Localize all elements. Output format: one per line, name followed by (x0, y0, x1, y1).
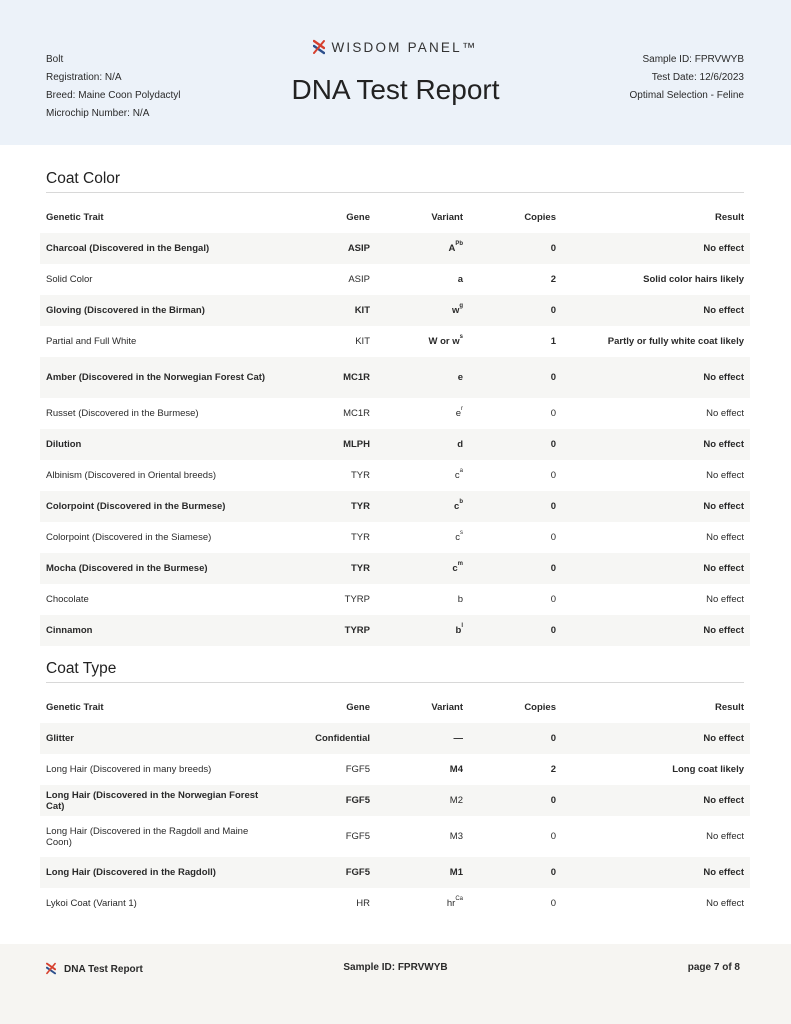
gene-cell: MC1R (274, 357, 376, 398)
copies-cell: 0 (550, 470, 556, 481)
copies-cell: 0 (469, 491, 562, 522)
table-row (40, 615, 750, 646)
variant-cell: $w^g$ (376, 295, 469, 326)
copies-cell: 0 (550, 532, 556, 543)
trait-cell: Colorpoint (Discovered in the Burmese) (40, 491, 274, 522)
coat-color-table (40, 202, 750, 646)
copies-cell: 2 (550, 274, 556, 285)
variant-cell: b (457, 594, 463, 605)
gene-cell: FGF5 (274, 785, 376, 816)
footer-title: DNA Test Report (64, 964, 143, 975)
section-title-coat-color: Coat Color (46, 170, 744, 193)
brand-name: WISDOM PANEL™ (331, 40, 478, 55)
variant-cell: M2 (376, 785, 469, 816)
variant-cell: $b^l$ (376, 615, 469, 646)
gene-cell: FGF5 (345, 831, 370, 842)
pet-name: Bolt (46, 54, 64, 65)
copies-cell: 0 (550, 831, 556, 842)
copies-cell: 0 (469, 553, 562, 584)
gene-cell: TYRP (274, 615, 376, 646)
result-cell: No effect (562, 233, 750, 264)
variant-cell: $A^{Pb}$ (376, 233, 469, 264)
result-cell: No effect (706, 831, 744, 842)
result-cell: No effect (562, 785, 750, 816)
column-header-result: Result (714, 212, 744, 223)
variant-cell: $c^a$ (454, 468, 463, 481)
gene-cell: KIT (355, 336, 370, 347)
result-cell: No effect (706, 532, 744, 543)
sample-id: Sample ID: FPRVWYB (642, 54, 744, 65)
gene-cell: FGF5 (274, 857, 376, 888)
trait-cell: Russet (Discovered in the Burmese) (46, 408, 199, 419)
gene-cell: TYR (274, 491, 376, 522)
trait-cell: Amber (Discovered in the Norwegian Forest Cat) (40, 357, 274, 398)
trait-cell: Dilution (40, 429, 274, 460)
column-header-trait: Genetic Trait (46, 212, 104, 223)
result-cell: Solid color hairs likely (643, 274, 744, 285)
gene-cell: TYR (274, 553, 376, 584)
table-row (40, 357, 750, 398)
gene-cell: FGF5 (345, 764, 370, 775)
trait-cell: Long Hair (Discovered in the Norwegian Forest Cat) (40, 785, 274, 816)
result-cell: No effect (706, 470, 744, 481)
gene-cell: HR (356, 898, 370, 909)
table-row (40, 522, 750, 553)
variant-cell: $hr^{Ca}$ (446, 896, 463, 909)
variant-cell: M4 (449, 764, 463, 775)
result-cell: No effect (562, 553, 750, 584)
trait-cell: Cinnamon (40, 615, 274, 646)
copies-cell: 2 (550, 764, 556, 775)
table-row (40, 723, 750, 754)
wisdom-panel-logo-icon (313, 39, 325, 55)
result-cell: No effect (706, 898, 744, 909)
trait-cell: Chocolate (46, 594, 89, 605)
variant-cell: $c^b$ (376, 491, 469, 522)
variant-cell: $e^r$ (455, 406, 463, 419)
variant-cell: — (376, 723, 469, 754)
trait-cell: Long Hair (Discovered in the Ragdoll and Maine Coon) (46, 825, 249, 848)
table-header-row (40, 692, 750, 723)
report-footer (0, 944, 791, 1024)
table-row (40, 398, 750, 429)
table-row (40, 553, 750, 584)
gene-cell: ASIP (348, 274, 370, 285)
copies-cell: 0 (469, 429, 562, 460)
section-title-coat-type: Coat Type (46, 660, 744, 683)
result-cell: No effect (562, 615, 750, 646)
gene-cell: Confidential (274, 723, 376, 754)
trait-cell: Solid Color (46, 274, 93, 285)
copies-cell: 0 (469, 723, 562, 754)
trait-cell: Long Hair (Discovered in the Ragdoll) (40, 857, 274, 888)
report-header (0, 0, 791, 145)
column-header-variant: Variant (431, 702, 463, 713)
copies-cell: 0 (469, 357, 562, 398)
result-cell: No effect (706, 594, 744, 605)
result-cell: No effect (562, 491, 750, 522)
table-row (40, 233, 750, 264)
gene-cell: TYR (351, 470, 370, 481)
copies-cell: 0 (469, 233, 562, 264)
column-header-gene: Gene (346, 702, 370, 713)
variant-cell: a (457, 274, 463, 285)
trait-cell: Gloving (Discovered in the Birman) (40, 295, 274, 326)
variant-cell: e (376, 357, 469, 398)
copies-cell: 1 (550, 336, 556, 347)
result-cell: No effect (562, 357, 750, 398)
gene-cell: MLPH (274, 429, 376, 460)
trait-cell: Albinism (Discovered in Oriental breeds) (46, 470, 217, 481)
table-row (40, 857, 750, 888)
table-row (40, 754, 750, 785)
page-title: DNA Test Report (291, 74, 500, 105)
copies-cell: 0 (469, 295, 562, 326)
table-row (40, 429, 750, 460)
pet-breed: Breed: Maine Coon Polydactyl (46, 90, 181, 101)
table-header-row (40, 202, 750, 233)
variant-cell: M3 (449, 831, 463, 842)
table-row (40, 326, 750, 357)
copies-cell: 0 (550, 594, 556, 605)
gene-cell: TYR (351, 532, 370, 543)
page-number: page 7 of 8 (687, 962, 740, 973)
result-cell: Partly or fully white coat likely (607, 336, 744, 347)
test-date: Test Date: 12/6/2023 (651, 72, 744, 83)
copies-cell: 0 (550, 898, 556, 909)
column-header-copies: Copies (524, 212, 556, 223)
trait-cell: Mocha (Discovered in the Burmese) (40, 553, 274, 584)
table-row (40, 460, 750, 491)
result-cell: No effect (562, 723, 750, 754)
trait-cell: Charcoal (Discovered in the Bengal) (40, 233, 274, 264)
column-header-variant: Variant (431, 212, 463, 223)
copies-cell: 0 (469, 785, 562, 816)
result-cell: No effect (706, 408, 744, 419)
trait-cell: Colorpoint (Discovered in the Siamese) (46, 532, 212, 543)
table-row (40, 888, 750, 919)
result-cell: No effect (562, 295, 750, 326)
column-header-result: Result (714, 702, 744, 713)
table-row (40, 264, 750, 295)
gene-cell: TYRP (344, 594, 370, 605)
gene-cell: MC1R (343, 408, 370, 419)
pet-microchip: Microchip Number: N/A (46, 108, 150, 119)
copies-cell: 0 (469, 615, 562, 646)
variant-cell: M1 (376, 857, 469, 888)
result-cell: Long coat likely (672, 764, 744, 775)
coat-type-table (40, 692, 750, 919)
trait-cell: Partial and Full White (46, 336, 137, 347)
footer-sample-id: Sample ID: FPRVWYB (343, 962, 448, 973)
variant-cell: W or $w^s$ (428, 334, 463, 347)
result-cell: No effect (562, 857, 750, 888)
gene-cell: KIT (274, 295, 376, 326)
variant-cell: $c^s$ (455, 530, 463, 543)
table-row (40, 491, 750, 522)
table-row (40, 816, 750, 857)
variant-cell: $c^m$ (376, 553, 469, 584)
table-row (40, 584, 750, 615)
variant-cell: d (376, 429, 469, 460)
sample-info (630, 51, 745, 105)
result-cell: No effect (562, 429, 750, 460)
pet-registration: Registration: N/A (46, 72, 122, 83)
table-row (40, 785, 750, 816)
column-header-copies: Copies (524, 702, 556, 713)
panel-name: Optimal Selection - Feline (629, 90, 744, 101)
table-row (40, 295, 750, 326)
trait-cell: Long Hair (Discovered in many breeds) (46, 764, 212, 775)
copies-cell: 0 (550, 408, 556, 419)
column-header-gene: Gene (346, 212, 370, 223)
column-header-trait: Genetic Trait (46, 702, 104, 713)
gene-cell: ASIP (274, 233, 376, 264)
copies-cell: 0 (469, 857, 562, 888)
trait-cell: Lykoi Coat (Variant 1) (46, 898, 137, 909)
trait-cell: Glitter (40, 723, 274, 754)
